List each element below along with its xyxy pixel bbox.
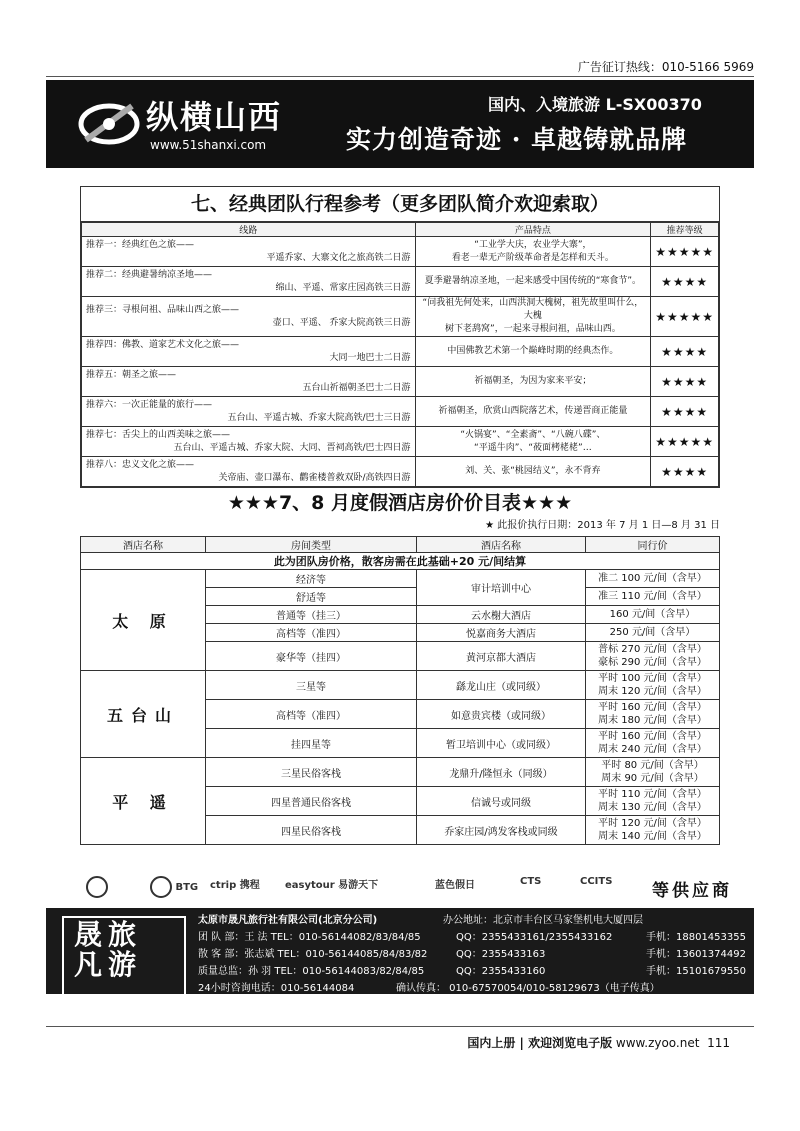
rating-stars: ★★★★ bbox=[651, 337, 719, 367]
hotel-name: 信诚号或同级 bbox=[417, 787, 586, 816]
price-line: 周末 180 元/间（含早） bbox=[598, 715, 707, 726]
supplier-label: 等供应商 bbox=[652, 881, 732, 901]
price-cell bbox=[586, 642, 720, 671]
price-line: 平时 110 元/间（含早） bbox=[598, 789, 707, 800]
feature-line: “问我祖先何处来，山西洪洞大槐树，祖先故里叫什么，大槐 bbox=[422, 298, 644, 321]
rating-stars: ★★★★★ bbox=[651, 427, 719, 457]
room-type: 四星普通民俗客栈 bbox=[206, 787, 417, 816]
logo-name: 纵横山西 bbox=[146, 98, 283, 136]
team-dept: 团 队 部：王 法 TEL：010-56144082/83/84/85 bbox=[198, 932, 421, 943]
room-type: 三星等 bbox=[206, 671, 417, 700]
route-cell bbox=[82, 267, 416, 297]
supplier-logo: 蓝色假日 bbox=[435, 880, 475, 891]
route-cell bbox=[82, 237, 416, 267]
individual-mobile: 手机：13601374492 bbox=[646, 949, 746, 960]
supplier-logo: easytour 易游天下 bbox=[285, 880, 379, 891]
route-name: 推荐五：朝圣之旅—— bbox=[86, 369, 177, 380]
rating-stars: ★★★★★ bbox=[651, 237, 719, 267]
hotel-section bbox=[80, 536, 720, 845]
page-footer bbox=[467, 1034, 730, 1051]
feature-line: 看老一辈无产阶级革命者是怎样和天斗。 bbox=[451, 252, 614, 263]
price-line: 准三 110 元/间（含早） bbox=[598, 591, 707, 602]
fax: 确认传真： 010-67570054/010-58129673（电子传真） bbox=[396, 983, 660, 994]
price-cell bbox=[586, 758, 720, 787]
company-name: 太原市晟凡旅行社有限公司(北京分公司) bbox=[198, 915, 378, 926]
room-type: 三星民俗客栈 bbox=[206, 758, 417, 787]
ship-icon bbox=[150, 876, 172, 898]
route-name: 推荐八：忠义文化之旅—— bbox=[86, 459, 195, 470]
city-name: 五台山 bbox=[81, 671, 206, 758]
hotel-name: 乔家庄园/鸿发客栈或同级 bbox=[417, 816, 586, 845]
bottom-divider bbox=[46, 1026, 754, 1027]
feature-line: 祈福朝圣，欣赏山西院落艺术，传递晋商正能量 bbox=[438, 406, 628, 416]
feature-line: “火锅宴”、“全素斋”、“八碗八碟”、 bbox=[460, 429, 606, 440]
price-cell bbox=[586, 570, 720, 588]
route-detail: 壶口、平遥、 乔家大院高铁三日游 bbox=[272, 317, 411, 328]
feature-line: 刘、关、张“桃园结义”，永不背弃 bbox=[465, 466, 601, 476]
quality-qq: QQ：2355433160 bbox=[456, 966, 546, 977]
col-route: 线路 bbox=[82, 223, 416, 237]
feature-cell bbox=[415, 297, 651, 337]
hotel-name: 如意贵宾楼（或同级） bbox=[417, 700, 586, 729]
route-cell bbox=[82, 427, 416, 457]
slogan: 实力创造奇迹 · 卓越铸就品牌 bbox=[346, 125, 688, 154]
price-line: 周末 90 元/间（含早） bbox=[601, 773, 704, 784]
room-type: 高档等（准四） bbox=[206, 700, 417, 729]
route-cell bbox=[82, 297, 416, 337]
footer-site[interactable]: www.zyoo.net bbox=[615, 1036, 700, 1050]
agency-footer bbox=[46, 908, 754, 1010]
col-hotel-name: 酒店名称 bbox=[417, 537, 586, 553]
banner bbox=[46, 80, 754, 168]
itinerary-row bbox=[82, 367, 719, 397]
hotel-name: 悦嘉商务大酒店 bbox=[417, 624, 586, 642]
price-line: 周末 140 元/间（含早） bbox=[598, 831, 707, 842]
top-divider bbox=[46, 76, 754, 77]
supplier-logo: CTS bbox=[520, 876, 542, 887]
consult-hotline: 24小时咨询电话：010-56144084 bbox=[198, 983, 355, 994]
hotel-name: 龙鼎升/隆恒永（同级） bbox=[417, 758, 586, 787]
col-features: 产品特点 bbox=[415, 223, 651, 237]
price-cell bbox=[586, 671, 720, 700]
supplier-logo: ctrip 携程 bbox=[210, 880, 260, 891]
price-line: 160 元/间（含早） bbox=[609, 609, 696, 620]
room-type: 普通等（挂三） bbox=[206, 606, 417, 624]
price-line: 周末 240 元/间（含早） bbox=[598, 744, 707, 755]
agency-logo-en: Chengfan Travel bbox=[77, 997, 171, 1010]
price-line: 平时 100 元/间（含早） bbox=[598, 673, 707, 684]
ad-hotline: 广告征订热线：010-5166 5969 bbox=[577, 60, 754, 74]
col-city: 酒店名称 bbox=[81, 537, 206, 553]
itinerary-row bbox=[82, 397, 719, 427]
feature-cell bbox=[415, 237, 651, 267]
quality-director: 质量总监：孙 羽 TEL：010-56144083/82/84/85 bbox=[198, 966, 425, 977]
hotel-row bbox=[81, 671, 720, 700]
room-type: 高档等（准四） bbox=[206, 624, 417, 642]
itinerary-row bbox=[82, 427, 719, 457]
price-line: 平时 120 元/间（含早） bbox=[598, 818, 707, 829]
itinerary-row bbox=[82, 457, 719, 487]
room-type: 挂四星等 bbox=[206, 729, 417, 758]
individual-qq: QQ：2355433163 bbox=[456, 949, 546, 960]
route-name: 推荐一：经典红色之旅—— bbox=[86, 239, 195, 250]
group-rate-note: 此为团队房价格，散客房需在此基础+20 元/间结算 bbox=[81, 553, 720, 570]
rating-stars: ★★★★ bbox=[651, 457, 719, 487]
team-qq: QQ：2355433161/2355433162 bbox=[456, 932, 613, 943]
route-name: 推荐二：经典避暑纳凉圣地—— bbox=[86, 269, 213, 280]
city-name: 太 原 bbox=[81, 570, 206, 671]
price-cell bbox=[586, 606, 720, 624]
feature-cell bbox=[415, 367, 651, 397]
price-line: 平时 160 元/间（含早） bbox=[598, 702, 707, 713]
price-line: 平时 80 元/间（含早） bbox=[601, 760, 704, 771]
itinerary-row bbox=[82, 267, 719, 297]
price-line: 豪标 290 元/间（含早） bbox=[598, 657, 707, 668]
itinerary-section bbox=[80, 186, 720, 488]
feature-cell bbox=[415, 267, 651, 297]
rating-stars: ★★★★★ bbox=[651, 297, 719, 337]
price-cell bbox=[586, 700, 720, 729]
hotel-row bbox=[81, 570, 720, 588]
price-cell bbox=[586, 816, 720, 845]
hotel-name: 黄河京都大酒店 bbox=[417, 642, 586, 671]
room-type: 舒适等 bbox=[206, 588, 417, 606]
route-detail: 平遥乔家、大寨文化之旅高铁二日游 bbox=[266, 252, 411, 263]
logo-url: www.51shanxi.com bbox=[150, 138, 267, 152]
route-detail: 五台山、平遥古城、乔家大院高铁/巴士三日游 bbox=[227, 412, 411, 423]
supplier-strip bbox=[80, 870, 740, 906]
room-type: 经济等 bbox=[206, 570, 417, 588]
itinerary-row bbox=[82, 297, 719, 337]
rating-stars: ★★★★ bbox=[651, 267, 719, 297]
price-cell bbox=[586, 787, 720, 816]
feature-line: 祈福朝圣，为因为家来平安； bbox=[474, 376, 592, 386]
col-room-type: 房间类型 bbox=[206, 537, 417, 553]
route-detail: 关帝庙、壶口瀑布、鹳雀楼普救双卧/高铁四日游 bbox=[218, 472, 411, 483]
route-detail: 五台山祈福朝圣巴士二日游 bbox=[302, 382, 411, 393]
price-cell bbox=[586, 588, 720, 606]
feature-cell bbox=[415, 427, 651, 457]
individual-dept: 散 客 部：张志斌 TEL：010-56144085/84/83/82 bbox=[198, 949, 428, 960]
room-type: 豪华等（挂四） bbox=[206, 642, 417, 671]
supplier-logo bbox=[86, 876, 108, 898]
itinerary-row bbox=[82, 237, 719, 267]
rating-stars: ★★★★ bbox=[651, 367, 719, 397]
supplier-logo: CCITS bbox=[580, 876, 613, 887]
route-name: 推荐三：寻根问祖、品味山西之旅—— bbox=[86, 304, 240, 315]
feature-line: 夏季避暑纳凉圣地，一起来感受中国传统的“寒食节”。 bbox=[424, 276, 642, 286]
route-cell bbox=[82, 397, 416, 427]
supplier-logo: BTG bbox=[150, 876, 198, 898]
feature-cell bbox=[415, 337, 651, 367]
brand-logo bbox=[66, 90, 356, 160]
page-number: 111 bbox=[707, 1036, 730, 1050]
office-address: 办公地址：北京市丰台区马家堡机电大厦四层 bbox=[443, 915, 643, 926]
col-trade-price: 同行价 bbox=[586, 537, 720, 553]
route-detail: 五台山、平遥古城、乔家大院、大同、晋祠高铁/巴士四日游 bbox=[173, 442, 411, 453]
feature-line: “平遥牛肉”、“莜面栲栳栳”… bbox=[474, 442, 592, 453]
feature-cell bbox=[415, 457, 651, 487]
price-cell bbox=[586, 624, 720, 642]
price-line: 准二 100 元/间（含早） bbox=[598, 573, 707, 584]
hotel-name: 繇龙山庄（或同级） bbox=[417, 671, 586, 700]
price-cell bbox=[586, 729, 720, 758]
route-cell bbox=[82, 367, 416, 397]
room-type: 四星民俗客栈 bbox=[206, 816, 417, 845]
feature-line: “工业学大庆，农业学大寨”， bbox=[474, 239, 592, 250]
itinerary-title: 七、经典团队行程参考（更多团队简介欢迎索取） bbox=[81, 187, 719, 222]
route-name: 推荐六：一次正能量的旅行—— bbox=[86, 399, 213, 410]
emblem-icon bbox=[86, 876, 108, 898]
price-line: 平时 160 元/间（含早） bbox=[598, 731, 707, 742]
hotel-name: 云水榭大酒店 bbox=[417, 606, 586, 624]
price-line: 250 元/间（含早） bbox=[609, 627, 696, 638]
route-detail: 绵山、平遥、常家庄园高铁三日游 bbox=[275, 282, 411, 293]
price-line: 普标 270 元/间（含早） bbox=[598, 644, 707, 655]
rating-stars: ★★★★ bbox=[651, 397, 719, 427]
agency-logo bbox=[62, 916, 186, 1010]
city-name: 平 遥 bbox=[81, 758, 206, 845]
footer-text: 国内上册 | 欢迎浏览电子版 bbox=[467, 1036, 613, 1050]
price-line: 周末 130 元/间（含早） bbox=[598, 802, 707, 813]
route-name: 推荐七：舌尖上的山西美味之旅—— bbox=[86, 429, 231, 440]
route-name: 推荐四：佛教、道家艺术文化之旅—— bbox=[86, 339, 240, 350]
hotel-name: 审计培训中心 bbox=[417, 570, 586, 606]
feature-cell bbox=[415, 397, 651, 427]
itinerary-row bbox=[82, 337, 719, 367]
itinerary-table bbox=[81, 222, 719, 487]
feature-line: 中国佛教艺术第一个巅峰时期的经典杰作。 bbox=[447, 346, 619, 356]
col-rating: 推荐等级 bbox=[651, 223, 719, 237]
feature-line: 树下老鸹窝”，一起来寻根问祖，品味山西。 bbox=[445, 324, 621, 334]
swirl-logo-icon bbox=[76, 96, 142, 152]
hotel-name: 暂卫培训中心（或同级） bbox=[417, 729, 586, 758]
route-detail: 大同一地巴士二日游 bbox=[329, 352, 411, 363]
license-code: 国内、入境旅游 L-SX00370 bbox=[488, 95, 702, 114]
team-mobile: 手机：18801453355 bbox=[646, 932, 746, 943]
agency-logo-text: 晟旅 凡游 bbox=[74, 918, 143, 981]
hotel-price-title: ★★★7、8 月度假酒店房价价目表★★★ bbox=[227, 492, 573, 514]
hotel-row bbox=[81, 758, 720, 787]
price-line: 周末 120 元/间（含早） bbox=[598, 686, 707, 697]
hotel-price-table bbox=[80, 536, 720, 845]
quality-mobile: 手机：15101679550 bbox=[646, 966, 746, 977]
route-cell bbox=[82, 457, 416, 487]
price-validity: ★ 此报价执行日期：2013 年 7 月 1 日—8 月 31 日 bbox=[485, 520, 720, 531]
route-cell bbox=[82, 337, 416, 367]
